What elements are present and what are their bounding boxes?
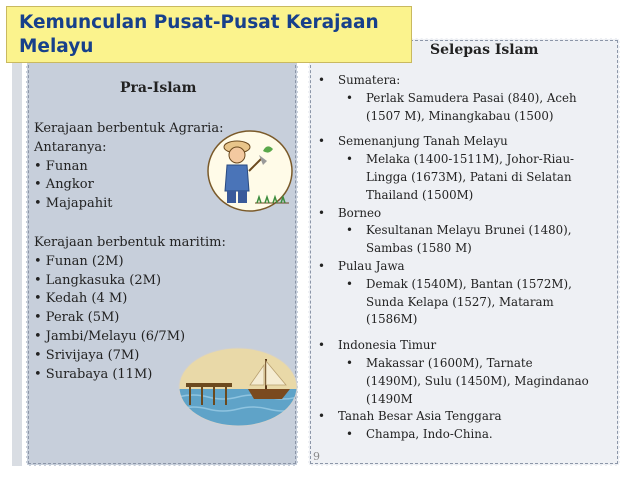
region-borneo <box>318 205 614 258</box>
region-sub-line: (1490M <box>366 391 413 406</box>
agraria-line: • Angkor <box>34 177 94 193</box>
farmer-illustration <box>205 125 295 215</box>
sub-bullet: • <box>346 90 353 105</box>
maritim-line: • Langkasuka (2M) <box>34 272 162 288</box>
agraria-line: • Funan <box>34 158 88 174</box>
agraria-list <box>34 120 223 214</box>
title-box <box>6 6 412 63</box>
region-indonesia-timur <box>318 337 614 408</box>
agraria-line: • Majapahit <box>34 196 113 212</box>
region-name: Borneo <box>338 205 382 220</box>
bullet: • <box>318 205 325 220</box>
region-name: Sumatera: <box>338 73 401 87</box>
bullet: • <box>318 134 325 149</box>
selepas-islam-list <box>318 72 614 444</box>
region-sumatera <box>318 72 614 125</box>
region-name: Pulau Jawa <box>338 258 405 273</box>
agraria-line: Antaranya: <box>34 139 107 155</box>
region-jawa <box>318 258 614 329</box>
maritim-line: • Jambi/Melayu (6/7M) <box>34 328 186 344</box>
region-asia-tenggara <box>318 408 614 444</box>
bullet: • <box>318 409 325 424</box>
sub-bullet: • <box>346 276 353 291</box>
bullet: • <box>318 338 325 353</box>
region-sub-line: Demak (1540M), Bantan (1572M), <box>366 276 572 291</box>
agraria-line: Kerajaan berbentuk Agraria: <box>34 121 224 136</box>
title-line-1: Kemunculan Pusat-Pusat Kerajaan <box>19 12 379 33</box>
region-sub-line: (1507 M), Minangkabau (1500) <box>366 108 554 123</box>
sub-bullet: • <box>346 223 353 238</box>
maritim-line: • Perak (5M) <box>34 310 120 326</box>
region-sub-line: Thailand (1500M) <box>366 187 474 202</box>
sub-bullet: • <box>346 152 353 167</box>
title-line-2: Melayu <box>19 36 94 57</box>
left-strip <box>12 38 22 466</box>
maritim-line: • Srivijaya (7M) <box>34 347 140 363</box>
sub-bullet: • <box>346 355 353 370</box>
sub-bullet: • <box>346 427 353 442</box>
page-number: 9 <box>313 450 320 463</box>
region-name: Semenanjung Tanah Melayu <box>338 134 508 149</box>
region-sub-line: Melaka (1400-1511M), Johor-Riau- <box>366 152 575 167</box>
region-sub-line: Perlak Samudera Pasai (840), Aceh <box>366 90 577 105</box>
pra-islam-heading: Pra-Islam <box>120 80 197 96</box>
region-semenanjung <box>318 133 614 204</box>
bullet: • <box>318 258 325 273</box>
maritim-line: • Funan (2M) <box>34 253 124 269</box>
region-sub-line: Sunda Kelapa (1527), Mataram <box>366 294 554 309</box>
region-sub-line: Kesultanan Melayu Brunei (1480), <box>366 223 572 238</box>
maritim-line: • Surabaya (11M) <box>34 366 153 382</box>
region-sub-line: Lingga (1673M), Patani di Selatan <box>366 169 572 184</box>
slide-title <box>19 11 409 59</box>
sailing-ship-illustration <box>178 347 298 427</box>
maritim-line: • Kedah (4 M) <box>34 291 128 307</box>
region-sub-line: Champa, Indo-China. <box>366 427 493 442</box>
region-sub-line: Makassar (1600M), Tarnate <box>366 355 533 370</box>
region-sub-line: Sambas (1580 M) <box>366 241 472 256</box>
maritim-line: Kerajaan berbentuk maritim: <box>34 235 226 250</box>
region-name: Indonesia Timur <box>338 338 437 353</box>
selepas-islam-heading: Selepas Islam <box>430 42 539 58</box>
region-sub-line: (1490M), Sulu (1450M), Magindanao <box>366 373 589 388</box>
bullet: • <box>318 73 325 87</box>
region-sub-line: (1586M) <box>366 312 418 327</box>
region-name: Tanah Besar Asia Tenggara <box>338 409 502 424</box>
